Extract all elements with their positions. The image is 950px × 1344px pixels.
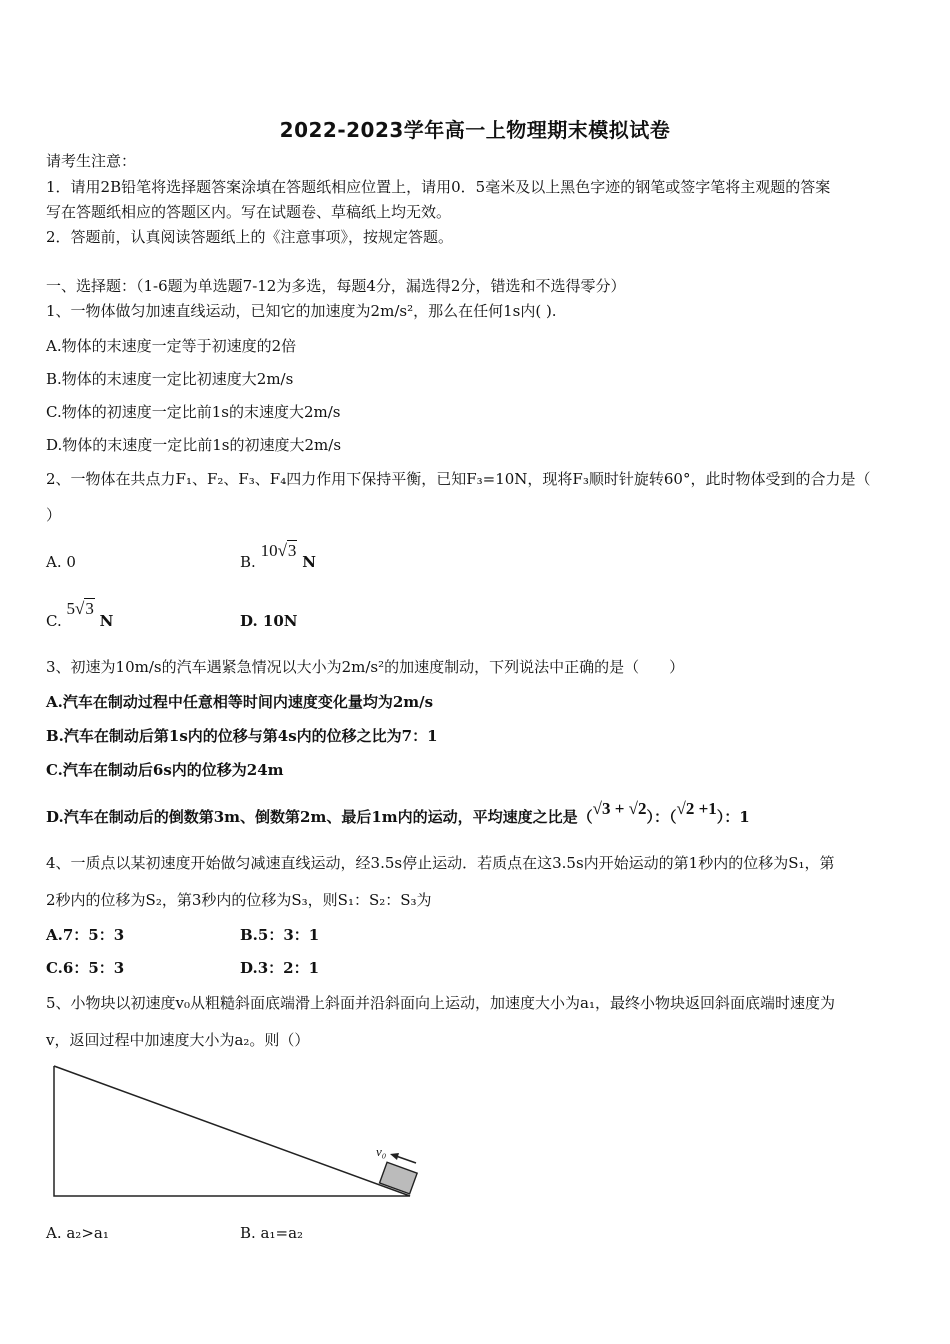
q4-option-a: A.7：5：3 [46,926,125,944]
q2-option-b [240,541,316,571]
q3-option-d [46,799,750,826]
incline-figure [50,1062,430,1206]
notice-heading: 请考生注意： [46,152,137,170]
q3-option-d-expr2: √2 +1 [676,799,717,818]
q2-option-b-prefix: B. [240,553,256,571]
notice-line-1: 1．请用2B铅笔将选择题答案涂填在答题纸相应位置上，请用0．5毫米及以上黑色字迹的钢笔或签字笔将主观题的答案 [46,178,831,196]
velocity-arrow-icon [396,1156,416,1163]
section-heading: 一、选择题：（1-6题为单选题7-12为多选，每题4分，漏选得2分，错选和不选得零分） [46,277,626,295]
q2-option-a: A. 0 [46,553,76,571]
q2-stem-end: ） [46,506,62,524]
q2-option-d: D. 10N [240,612,298,630]
q2-option-c-prefix: C. [46,612,62,630]
q2-option-c [46,599,114,630]
q4-stem-2: 2秒内的位移为S₂，第3秒内的位移为S₃，则S₁：S₂：S₃为 [46,891,432,909]
q5-option-a: A. a₂>a₁ [46,1224,109,1242]
q2-option-b-rad: 3 [287,541,297,560]
q3-option-a: A.汽车在制动过程中任意相等时间内速度变化量均为2m/s [46,693,434,711]
arrowhead-icon [390,1153,399,1160]
block-icon [380,1162,418,1194]
q4-stem-1: 4、一质点以某初速度开始做匀减速直线运动，经3.5s停止运动．若质点在这3.5s内开始运动的第1秒内的位移为S₁，第 [46,854,835,872]
notice-line-2: 写在答题纸相应的答题区内。写在试题卷、草稿纸上均无效。 [46,203,452,221]
q1-option-b: B.物体的末速度一定比初速度大2m/s [46,370,294,388]
notice-line-3: 2．答题前，认真阅读答题纸上的《注意事项》，按规定答题。 [46,228,454,246]
sqrt-icon: √ [75,599,85,618]
q3-option-d-expr1: √3 + √2 [592,799,647,818]
q4-option-d: D.3：2：1 [240,959,320,977]
q2-option-c-rad: 3 [85,599,94,618]
incline-diagram [50,1062,430,1202]
incline-triangle [54,1066,410,1196]
q2-stem: 2、一物体在共点力F₁、F₂、F₃、F₄四力作用下保持平衡，已知F₃=10N，现将F₃顺时针旋转60°，此时物体受到的合力是（ [46,470,871,488]
q3-option-d-mid: ）：（ [646,808,677,826]
q5-option-b: B. a₁=a₂ [240,1224,304,1242]
q2-option-b-coef: 10 [260,541,278,560]
q3-option-d-text: D.汽车在制动后的倒数第3m、倒数第2m、最后1m内的运动，平均速度之比是（ [46,808,593,826]
q3-option-b: B.汽车在制动后第1s内的位移与第4s内的位移之比为7：1 [46,727,438,745]
q4-option-b: B.5：3：1 [240,926,320,944]
q5-stem-1: 5、小物块以初速度v₀从粗糙斜面底端滑上斜面并沿斜面向上运动，加速度大小为a₁，最终小物块返回斜面底端时速度为 [46,994,835,1012]
q1-stem: 1、一物体做匀加速直线运动，已知它的加速度为2m/s²，那么在任何1s内( ). [46,302,557,320]
q3-stem: 3、初速为10m/s的汽车遇紧急情况以大小为2m/s²的加速度制动，下列说法中正确的是（ ） [46,658,685,676]
q1-option-d: D.物体的末速度一定比前1s的初速度大2m/s [46,436,342,454]
q3-option-c: C.汽车在制动后6s内的位移为24m [46,761,284,779]
q1-option-a: A.物体的末速度一定等于初速度的2倍 [46,337,297,355]
q2-option-c-coef: 5 [66,599,75,618]
page-title: 2022-2023学年高一上物理期末模拟试卷 [279,118,671,142]
q3-option-d-end: ）：1 [716,808,750,826]
q4-option-c: C.6：5：3 [46,959,125,977]
velocity-label: v₀ [376,1144,387,1159]
q5-stem-2: v，返回过程中加速度大小为a₂。则（） [46,1031,310,1049]
sqrt-icon: √ [277,541,287,560]
q2-option-b-unit: N [302,553,316,571]
q1-option-c: C.物体的初速度一定比前1s的末速度大2m/s [46,403,341,421]
q2-option-c-unit: N [99,612,114,630]
